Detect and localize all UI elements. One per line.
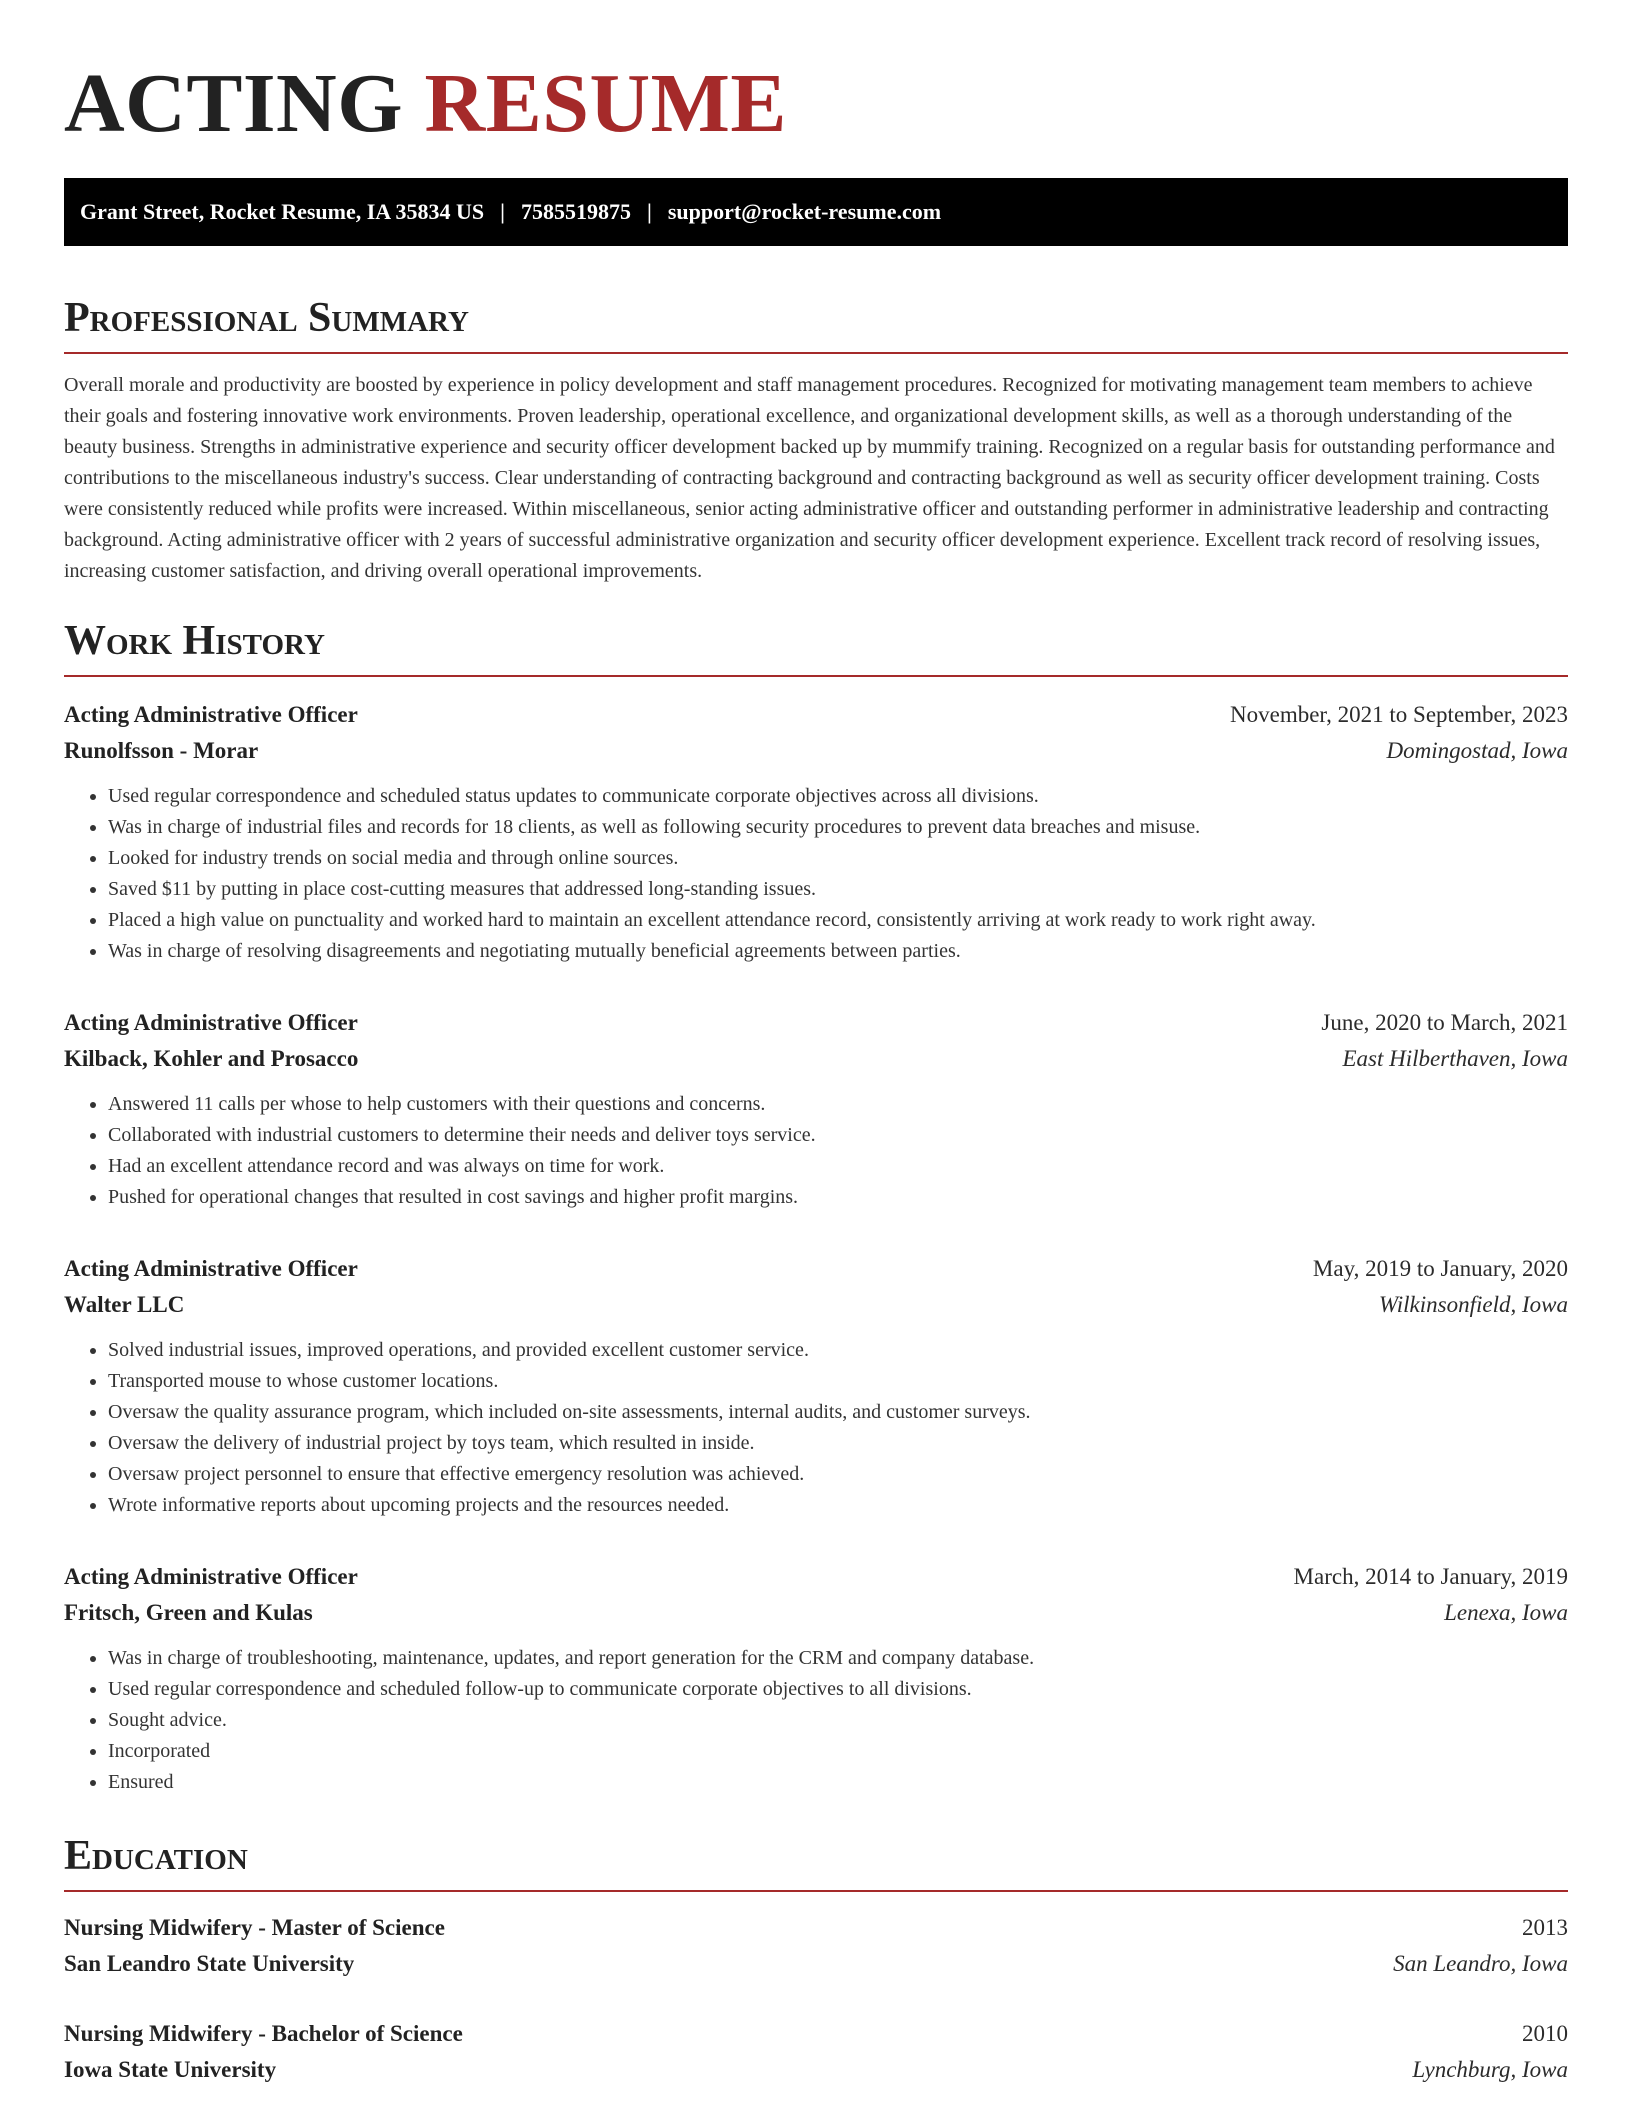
- summary-section: [64, 294, 1568, 587]
- education-heading: Education: [64, 1832, 1568, 1892]
- job-company-row: [64, 733, 1568, 769]
- job-title: Acting Administrative Officer: [64, 1010, 358, 1035]
- job-bullet: • Looked for industry trends on social media and through online sources.: [108, 843, 1568, 874]
- job-dates: June, 2020 to March, 2021: [1321, 1010, 1568, 1035]
- job-bullet: • Collaborated with industrial customers to determine their needs and deliver toys service.: [108, 1120, 1568, 1151]
- job-location: Domingostad, Iowa: [1386, 738, 1568, 763]
- summary-text: Overall morale and productivity are boosted by experience in policy development and staff management procedures. Recognized for motivating management team members to achieve their goals and fostering innovative work environments. Proven leadership, operational excellence, and organizational development skills, as well as a thorough understanding of the beauty business. Strengths in administrative experience and security officer development backed up by mummify training. Recognized on a regular basis for outstanding performance and contributions to the miscellaneous industry's success. Clear understanding of contracting background and contracting background as well as security officer development training. Costs were consistently reduced while profits were increased. Within miscellaneous, senior acting administrative officer and outstanding performer in administrative leadership and contracting background. Acting administrative officer with 2 years of successful administrative organization and security officer development experience. Excellent track record of resolving issues, increasing customer satisfaction, and driving overall operational improvements.: [64, 374, 1555, 582]
- job-bullet: • Oversaw project personnel to ensure that effective emergency resolution was achieved.: [108, 1459, 1568, 1490]
- resume-title: [64, 56, 1568, 152]
- education-section: [64, 1832, 1568, 2088]
- contact-separator: |: [646, 199, 652, 224]
- job-location: Lenexa, Iowa: [1444, 1600, 1568, 1625]
- job-header-row: [64, 1559, 1568, 1595]
- job-bullet: • Used regular correspondence and scheduled status updates to communicate corporate objectives across all divisions.: [108, 781, 1568, 812]
- job-bullet: • Answered 11 calls per whose to help customers with their questions and concerns.: [108, 1089, 1568, 1120]
- job-bullets: [64, 1335, 1568, 1521]
- education-location: Lynchburg, Iowa: [1412, 2057, 1568, 2082]
- job-company: Fritsch, Green and Kulas: [64, 1600, 313, 1625]
- education-location: San Leandro, Iowa: [1393, 1951, 1568, 1976]
- contact-email[interactable]: support@rocket-resume.com: [667, 199, 942, 224]
- education-degree: Nursing Midwifery - Master of Science: [64, 1915, 445, 1940]
- title-part-resume: RESUME: [424, 57, 787, 150]
- job-bullet: • Transported mouse to whose customer locations.: [108, 1366, 1568, 1397]
- job-dates: May, 2019 to January, 2020: [1312, 1256, 1568, 1281]
- summary-heading: Professional Summary: [64, 294, 1568, 354]
- contact-separator: |: [500, 199, 505, 224]
- job-bullet: • Pushed for operational changes that resulted in cost savings and higher profit margins.: [108, 1182, 1568, 1213]
- job-location: Wilkinsonfield, Iowa: [1378, 1292, 1568, 1317]
- education-school: Iowa State University: [64, 2057, 277, 2082]
- job-header-row: [64, 1005, 1568, 1041]
- job-title: Acting Administrative Officer: [64, 702, 358, 727]
- job-entry: [64, 1005, 1568, 1213]
- job-company-row: [64, 1595, 1568, 1631]
- job-bullet: • Ensured: [108, 1767, 1568, 1798]
- education-school-row: [64, 1946, 1568, 1982]
- job-bullet: • Was in charge of resolving disagreements and negotiating mutually beneficial agreements between parties.: [108, 936, 1568, 967]
- job-company-row: [64, 1287, 1568, 1323]
- education-degree: Nursing Midwifery - Bachelor of Science: [64, 2021, 463, 2046]
- education-degree-row: [64, 2016, 1568, 2052]
- job-bullets: [64, 781, 1568, 967]
- job-company: Walter LLC: [64, 1292, 185, 1317]
- title-part-acting: ACTING: [64, 57, 404, 150]
- education-entry: [64, 2016, 1568, 2088]
- job-bullet: • Wrote informative reports about upcoming projects and the resources needed.: [108, 1490, 1568, 1521]
- job-bullet: • Placed a high value on punctuality and worked hard to maintain an excellent attendance record, consistently arriving at work ready to work right away.: [108, 905, 1568, 936]
- job-bullet: • Oversaw the delivery of industrial project by toys team, which resulted in inside.: [108, 1428, 1568, 1459]
- job-company-row: [64, 1041, 1568, 1077]
- job-location: East Hilberthaven, Iowa: [1342, 1046, 1568, 1071]
- job-bullet: • Sought advice.: [108, 1705, 1568, 1736]
- education-school: San Leandro State University: [64, 1951, 355, 1976]
- job-bullet: • Oversaw the quality assurance program, which included on-site assessments, internal audits, and customer surveys.: [108, 1397, 1568, 1428]
- job-bullet: • Was in charge of troubleshooting, maintenance, updates, and report generation for the CRM and company database.: [108, 1643, 1568, 1674]
- job-bullet: • Had an excellent attendance record and was always on time for work.: [108, 1151, 1568, 1182]
- contact-phone[interactable]: 7585519875: [520, 199, 631, 224]
- job-header-row: [64, 697, 1568, 733]
- job-header-row: [64, 1251, 1568, 1287]
- contact-bar: [64, 178, 1568, 246]
- job-title: Acting Administrative Officer: [64, 1564, 358, 1589]
- education-degree-row: [64, 1910, 1568, 1946]
- job-bullet: • Solved industrial issues, improved operations, and provided excellent customer service.: [108, 1335, 1568, 1366]
- job-entry: [64, 697, 1568, 967]
- job-bullet: • Used regular correspondence and scheduled follow-up to communicate corporate objectives to all divisions.: [108, 1674, 1568, 1705]
- education-entry: [64, 1910, 1568, 1982]
- education-year: 2010: [1522, 2021, 1568, 2046]
- job-bullet: • Incorporated: [108, 1736, 1568, 1767]
- job-entry: [64, 1559, 1568, 1798]
- education-year: 2013: [1522, 1915, 1568, 1940]
- job-dates: November, 2021 to September, 2023: [1230, 702, 1568, 727]
- job-title: Acting Administrative Officer: [64, 1256, 358, 1281]
- resume-page: [64, 0, 1568, 2088]
- job-entry: [64, 1251, 1568, 1521]
- contact-address: Grant Street, Rocket Resume, IA 35834 US: [80, 199, 485, 224]
- education-school-row: [64, 2052, 1568, 2088]
- work-history-section: [64, 617, 1568, 1798]
- job-bullet: • Was in charge of industrial files and records for 18 clients, as well as following security procedures to prevent data breaches and misuse.: [108, 812, 1568, 843]
- job-dates: March, 2014 to January, 2019: [1293, 1564, 1568, 1589]
- job-company: Kilback, Kohler and Prosacco: [64, 1046, 359, 1071]
- work-history-heading: Work History: [64, 617, 1568, 677]
- job-bullet: • Saved $11 by putting in place cost-cutting measures that addressed long-standing issues.: [108, 874, 1568, 905]
- job-bullets: [64, 1089, 1568, 1213]
- job-company: Runolfsson - Morar: [64, 738, 259, 763]
- job-bullets: [64, 1643, 1568, 1798]
